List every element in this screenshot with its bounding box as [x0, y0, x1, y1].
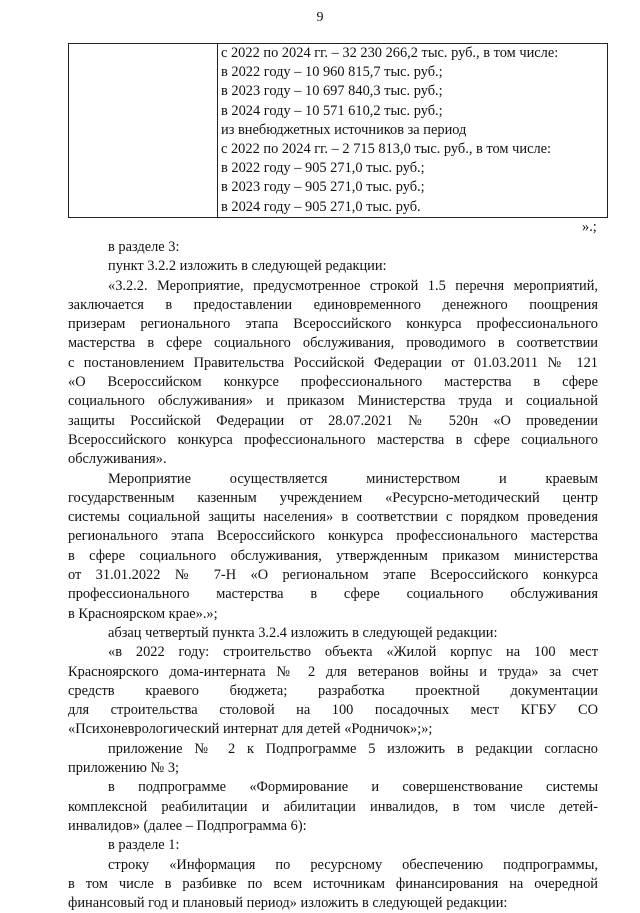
financing-table — [68, 43, 608, 218]
text-line: призерам регионального этапа Всероссийского конкурса профессионального — [68, 316, 598, 333]
text-line: профессионального мастерства в сфере социального обслуживания — [68, 586, 598, 603]
text-line: «3.2.2. Мероприятие, предусмотренное строкой 1.5 перечня мероприятий, — [108, 277, 598, 294]
table-line: из внебюджетных источников за период — [221, 121, 467, 138]
text-line: социального обслуживания» и приказом Министерства труда и социальной — [68, 393, 598, 410]
text-line: приложению № 3; — [68, 760, 180, 777]
text-line: заключается в предоставлении единовременного денежного поощрения — [68, 296, 598, 313]
text-line: от 31.01.2022 № 7-Н «О региональном этапе Всероссийского конкурса — [68, 567, 598, 584]
text-line: с постановлением Правительства Российской Федерации от 01.03.2011 № 121 — [68, 354, 598, 371]
table-line: в 2024 году – 10 571 610,2 тыс. руб.; — [221, 102, 443, 119]
text-line: Всероссийского конкурса профессионального мастерства в сфере социального — [68, 431, 598, 448]
text-line: в разделе 3: — [108, 239, 180, 255]
text-line: комплексной реабилитации и абилитации инвалидов, в том числе детей- — [68, 798, 598, 815]
text-line: «Психоневрологический интернат для детей «Родничок»;»; — [68, 721, 433, 738]
document-body — [68, 238, 598, 913]
table-line: в 2022 году – 10 960 815,7 тыс. руб.; — [221, 64, 443, 81]
table-cell-right — [218, 44, 608, 218]
text-line: приложение № 2 к Подпрограмме 5 изложить в редакции согласно — [108, 740, 598, 757]
text-line: инвалидов» (далее – Подпрограмма 6): — [68, 817, 307, 834]
table-line: с 2022 по 2024 гг. – 32 230 266,2 тыс. руб., в том числе: — [221, 45, 559, 61]
table-line: в 2023 году – 10 697 840,3 тыс. руб.; — [221, 83, 443, 100]
text-line: в подпрограмме «Формирование и совершенствование системы — [108, 779, 598, 796]
text-line: в сфере социального обслуживания, утвержденным приказом министерства — [68, 547, 598, 564]
text-line: финансовый год и плановый период» изложить в следующей редакции: — [68, 895, 508, 912]
table-line: с 2022 по 2024 гг. – 2 715 813,0 тыс. руб., в том числе: — [221, 140, 552, 157]
text-line: «О Всероссийском конкурсе профессионального мастерства в сфере — [68, 374, 598, 391]
table-line: в 2022 году – 905 271,0 тыс. руб.; — [221, 160, 425, 177]
text-line: «в 2022 году: строительство объекта «Жилой корпус на 100 мест — [108, 644, 598, 661]
table-line: в 2023 году – 905 271,0 тыс. руб.; — [221, 179, 425, 196]
text-line: Мероприятие осуществляется министерством и краевым — [108, 470, 598, 487]
text-line: регионального этапа Всероссийского конкурса профессионального мастерства — [68, 528, 598, 545]
closing-quote-mark: ».; — [582, 219, 597, 235]
text-line: системы социальной защиты населения» в соответствии с порядком проведения — [68, 509, 598, 526]
text-line: в том числе в разбивке по всем источникам финансирования на очередной — [68, 875, 598, 892]
text-line: в разделе 1: — [108, 837, 180, 854]
text-line: для строительства столовой на 100 посадочных мест КГБУ СО — [68, 702, 598, 719]
text-line: в Красноярском крае».»; — [68, 605, 218, 622]
text-line: мастерства в сфере социального обслуживания, проводимого в соответствии — [68, 335, 598, 352]
text-line: защиты Российской Федерации от 28.07.2021 № 520н «О проведении — [68, 412, 598, 429]
table-line: в 2024 году – 905 271,0 тыс. руб. — [221, 198, 421, 215]
text-line: обслуживания». — [68, 451, 167, 468]
text-line: пункт 3.2.2 изложить в следующей редакции: — [108, 258, 387, 275]
text-line: абзац четвертый пункта 3.2.4 изложить в следующей редакции: — [108, 624, 498, 641]
text-line: средств краевого бюджета; разработка проектной документации — [68, 682, 598, 699]
text-line: Красноярского дома-интерната № 2 для ветеранов войны и труда» за счет — [68, 663, 598, 680]
text-line: строку «Информация по ресурсному обеспечению подпрограммы, — [108, 856, 598, 873]
text-line: государственным казенным учреждением «Ресурсно-методический центр — [68, 489, 598, 506]
page-number: 9 — [316, 10, 324, 25]
table-row — [69, 44, 608, 218]
table-cell-left — [69, 44, 218, 218]
